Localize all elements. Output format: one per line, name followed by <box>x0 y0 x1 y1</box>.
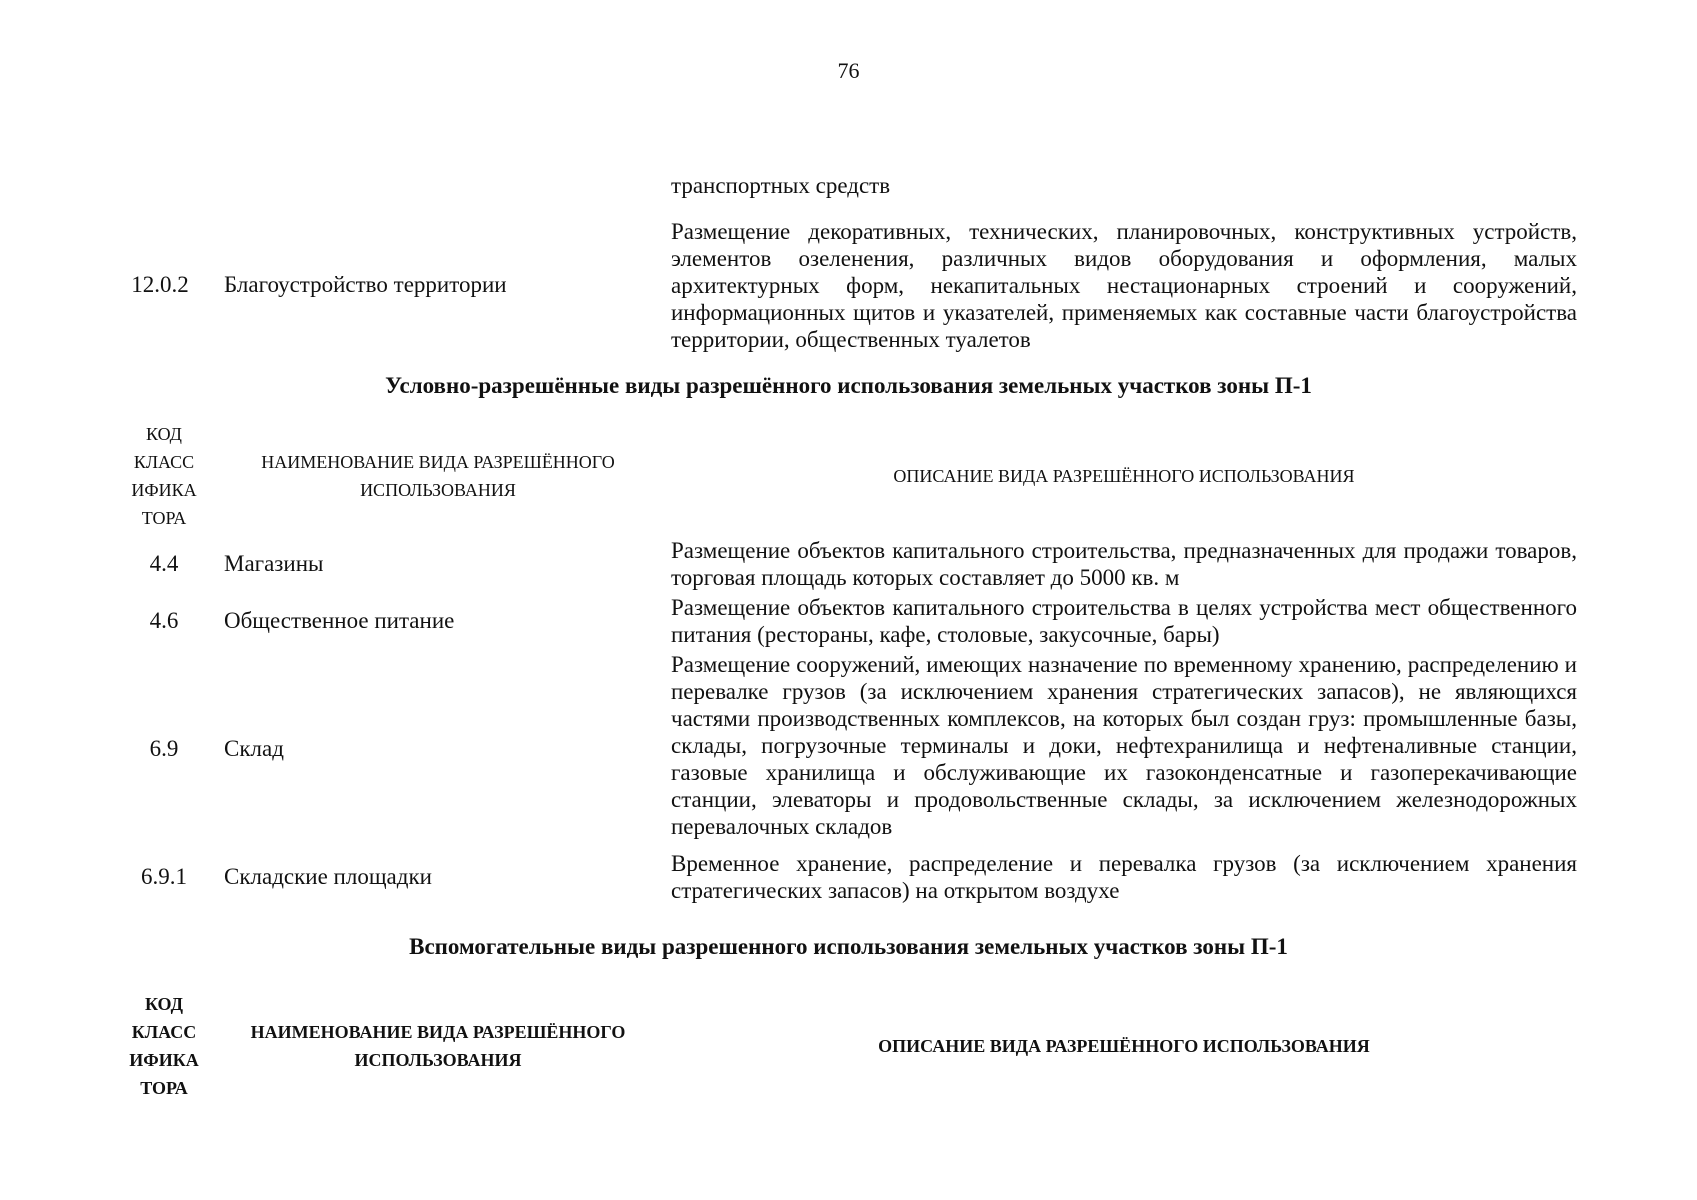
header-code-line: ТОРА <box>140 1078 188 1098</box>
row-code: 12.0.2 <box>131 272 189 297</box>
row-name: Склад <box>224 736 284 761</box>
header-name-line: НАИМЕНОВАНИЕ ВИДА РАЗРЕШЁННОГО <box>250 1022 626 1042</box>
header-description: ОПИСАНИЕ ВИДА РАЗРЕШЁННОГО ИСПОЛЬЗОВАНИЯ <box>878 1036 1370 1056</box>
header-description: ОПИСАНИЕ ВИДА РАЗРЕШЁННОГО ИСПОЛЬЗОВАНИЯ <box>893 466 1355 486</box>
header-code-line: ИФИКА <box>129 1050 199 1070</box>
header-name-line: ИСПОЛЬЗОВАНИЯ <box>354 1050 522 1070</box>
row-description: Временное хранение, распределение и перевалка грузов (за исключением хранения стратегических запасов) на открытом воздухе <box>671 851 1577 903</box>
header-name <box>224 448 652 504</box>
header-code-line: КЛАСС <box>133 452 195 472</box>
row-name: Магазины <box>224 551 324 576</box>
header-name <box>224 1018 652 1074</box>
page-number: 76 <box>837 58 860 83</box>
row-description: Размещение объектов капитального строительства, предназначенных для продажи товаров, торговая площадь которых составляет до 5000 кв. м <box>671 538 1577 590</box>
row-code: 4.4 <box>149 551 179 576</box>
row-code: 4.6 <box>149 608 179 633</box>
header-code-line: ИФИКА <box>131 480 197 500</box>
row-name: Общественное питание <box>224 608 455 633</box>
header-name-line: НАИМЕНОВАНИЕ ВИДА РАЗРЕШЁННОГО <box>261 452 615 472</box>
row-code: 6.9 <box>149 736 179 761</box>
row-description: Размещение сооружений, имеющих назначение по временному хранению, распределению и перевалке грузов (за исключением хранения стратегических запасов), не являющихся частями производственных комплексов, на которых был создан груз: промышленные базы, склады, погрузочные терминалы и доки, нефтехранилища и нефтеналивные станции, газовые хранилища и обслуживающие их газоконденсатные и газоперекачивающие станции, элеваторы и продовольственные склады, за исключением железнодорожных перевалочных складов <box>671 652 1577 839</box>
section-title-auxiliary: Вспомогательные виды разрешенного использования земельных участков зоны П-1 <box>409 934 1288 959</box>
row-name: Благоустройство территории <box>224 272 507 297</box>
header-code-line: КЛАСС <box>131 1022 197 1042</box>
header-code-line: КОД <box>144 994 184 1014</box>
row-description: Размещение объектов капитального строительства в целях устройства мест общественного питания (рестораны, кафе, столовые, закусочные, бары) <box>671 595 1577 647</box>
section-title-conditional: Условно-разрешённые виды разрешённого использования земельных участков зоны П-1 <box>385 373 1312 398</box>
header-code-line: ТОРА <box>141 508 187 528</box>
header-name-line: ИСПОЛЬЗОВАНИЯ <box>360 480 516 500</box>
row-code: 6.9.1 <box>141 864 187 889</box>
header-code <box>114 420 214 532</box>
row-description: Размещение декоративных, технических, планировочных, конструктивных устройств, элементов озеленения, различных видов оборудования и оформления, малых архитектурных форм, некапитальных нестационарных строений и сооружений, информационных щитов и указателей, применяемых как составные части благоустройства территории, общественных туалетов <box>671 219 1577 352</box>
continuation-description: транспортных средств <box>671 173 891 198</box>
row-name: Складские площадки <box>224 864 432 889</box>
header-code <box>114 990 214 1102</box>
header-code-line: КОД <box>146 424 182 444</box>
